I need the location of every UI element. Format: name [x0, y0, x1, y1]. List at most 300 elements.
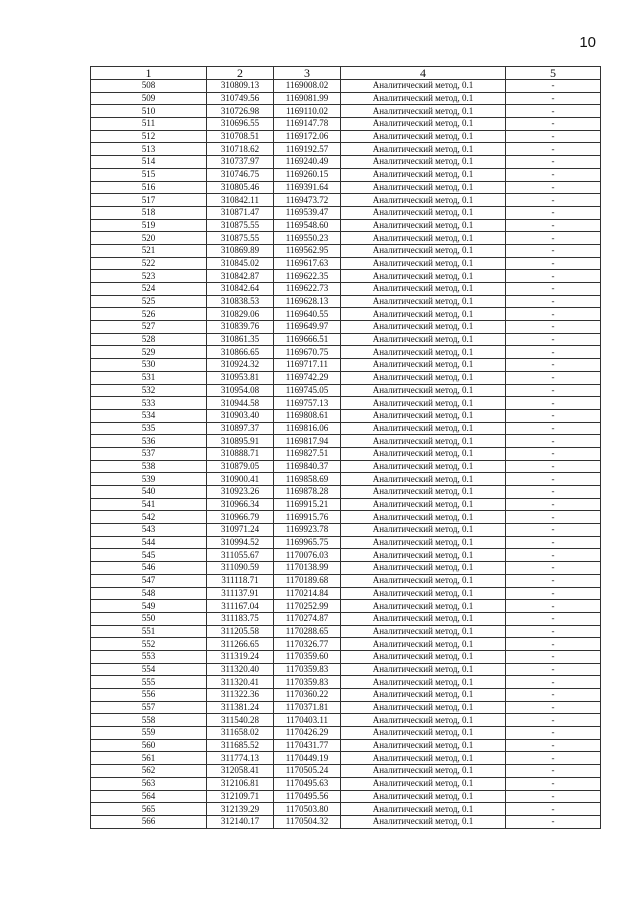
dash-cell: -	[506, 714, 601, 727]
dash-cell: -	[506, 600, 601, 613]
table-row	[91, 206, 601, 219]
table-row	[91, 397, 601, 410]
table-row	[91, 422, 601, 435]
table-row	[91, 612, 601, 625]
page-number: 10	[579, 34, 596, 51]
method-cell: Аналитический метод, 0.1	[341, 536, 506, 549]
point-number-cell: 543	[91, 524, 207, 537]
point-number-cell: 532	[91, 384, 207, 397]
method-cell: Аналитический метод, 0.1	[341, 460, 506, 473]
point-number-cell: 548	[91, 587, 207, 600]
x-coordinate-cell: 310966.79	[207, 511, 274, 524]
dash-cell: -	[506, 815, 601, 828]
dash-cell: -	[506, 562, 601, 575]
method-cell: Аналитический метод, 0.1	[341, 727, 506, 740]
dash-cell: -	[506, 346, 601, 359]
dash-cell: -	[506, 80, 601, 93]
dash-cell: -	[506, 295, 601, 308]
point-number-cell: 552	[91, 638, 207, 651]
table-row	[91, 156, 601, 169]
point-number-cell: 530	[91, 359, 207, 372]
table-row	[91, 181, 601, 194]
dash-cell: -	[506, 321, 601, 334]
point-number-cell: 528	[91, 333, 207, 346]
y-coordinate-cell: 1170214.84	[274, 587, 341, 600]
y-coordinate-cell: 1170359.60	[274, 650, 341, 663]
x-coordinate-cell: 310888.71	[207, 447, 274, 460]
table-row	[91, 80, 601, 93]
table-row	[91, 143, 601, 156]
y-coordinate-cell: 1169808.61	[274, 409, 341, 422]
dash-cell: -	[506, 752, 601, 765]
x-coordinate-cell: 310869.89	[207, 244, 274, 257]
y-coordinate-cell: 1169622.73	[274, 283, 341, 296]
x-coordinate-cell: 310726.98	[207, 105, 274, 118]
dash-cell: -	[506, 739, 601, 752]
y-coordinate-cell: 1169915.76	[274, 511, 341, 524]
y-coordinate-cell: 1169617.63	[274, 257, 341, 270]
table-row	[91, 257, 601, 270]
y-coordinate-cell: 1169827.51	[274, 447, 341, 460]
table-body	[91, 80, 601, 829]
x-coordinate-cell: 311266.65	[207, 638, 274, 651]
method-cell: Аналитический метод, 0.1	[341, 206, 506, 219]
x-coordinate-cell: 310924.32	[207, 359, 274, 372]
y-coordinate-cell: 1169192.57	[274, 143, 341, 156]
x-coordinate-cell: 310895.91	[207, 435, 274, 448]
y-coordinate-cell: 1169649.97	[274, 321, 341, 334]
method-cell: Аналитический метод, 0.1	[341, 397, 506, 410]
table-row	[91, 790, 601, 803]
dash-cell: -	[506, 270, 601, 283]
dash-cell: -	[506, 130, 601, 143]
method-cell: Аналитический метод, 0.1	[341, 333, 506, 346]
x-coordinate-cell: 310708.51	[207, 130, 274, 143]
dash-cell: -	[506, 168, 601, 181]
method-cell: Аналитический метод, 0.1	[341, 321, 506, 334]
dash-cell: -	[506, 689, 601, 702]
dash-cell: -	[506, 536, 601, 549]
point-number-cell: 529	[91, 346, 207, 359]
dash-cell: -	[506, 422, 601, 435]
method-cell: Аналитический метод, 0.1	[341, 308, 506, 321]
dash-cell: -	[506, 727, 601, 740]
table-row	[91, 105, 601, 118]
point-number-cell: 520	[91, 232, 207, 245]
point-number-cell: 513	[91, 143, 207, 156]
method-cell: Аналитический метод, 0.1	[341, 447, 506, 460]
method-cell: Аналитический метод, 0.1	[341, 638, 506, 651]
method-cell: Аналитический метод, 0.1	[341, 346, 506, 359]
point-number-cell: 531	[91, 371, 207, 384]
y-coordinate-cell: 1169717.11	[274, 359, 341, 372]
point-number-cell: 522	[91, 257, 207, 270]
method-cell: Аналитический метод, 0.1	[341, 181, 506, 194]
x-coordinate-cell: 310861.35	[207, 333, 274, 346]
x-coordinate-cell: 311183.75	[207, 612, 274, 625]
dash-cell: -	[506, 790, 601, 803]
method-cell: Аналитический метод, 0.1	[341, 232, 506, 245]
dash-cell: -	[506, 283, 601, 296]
y-coordinate-cell: 1170274.87	[274, 612, 341, 625]
table-row	[91, 194, 601, 207]
method-cell: Аналитический метод, 0.1	[341, 384, 506, 397]
table-row	[91, 600, 601, 613]
y-coordinate-cell: 1169260.15	[274, 168, 341, 181]
y-coordinate-cell: 1170495.63	[274, 777, 341, 790]
table-row	[91, 283, 601, 296]
x-coordinate-cell: 310871.47	[207, 206, 274, 219]
point-number-cell: 562	[91, 765, 207, 778]
x-coordinate-cell: 311118.71	[207, 574, 274, 587]
table-row	[91, 359, 601, 372]
x-coordinate-cell: 310994.52	[207, 536, 274, 549]
y-coordinate-cell: 1169548.60	[274, 219, 341, 232]
x-coordinate-cell: 311685.52	[207, 739, 274, 752]
dash-cell: -	[506, 803, 601, 816]
method-cell: Аналитический метод, 0.1	[341, 422, 506, 435]
table-row	[91, 346, 601, 359]
y-coordinate-cell: 1170326.77	[274, 638, 341, 651]
point-number-cell: 547	[91, 574, 207, 587]
dash-cell: -	[506, 650, 601, 663]
y-coordinate-cell: 1170426.29	[274, 727, 341, 740]
point-number-cell: 559	[91, 727, 207, 740]
point-number-cell: 560	[91, 739, 207, 752]
table-row	[91, 486, 601, 499]
y-coordinate-cell: 1169008.02	[274, 80, 341, 93]
y-coordinate-cell: 1169562.95	[274, 244, 341, 257]
method-cell: Аналитический метод, 0.1	[341, 118, 506, 131]
method-cell: Аналитический метод, 0.1	[341, 625, 506, 638]
table-row	[91, 498, 601, 511]
method-cell: Аналитический метод, 0.1	[341, 486, 506, 499]
x-coordinate-cell: 310897.37	[207, 422, 274, 435]
dash-cell: -	[506, 92, 601, 105]
y-coordinate-cell: 1170403.11	[274, 714, 341, 727]
dash-cell: -	[506, 143, 601, 156]
method-cell: Аналитический метод, 0.1	[341, 663, 506, 676]
y-coordinate-cell: 1169915.21	[274, 498, 341, 511]
method-cell: Аналитический метод, 0.1	[341, 92, 506, 105]
method-cell: Аналитический метод, 0.1	[341, 587, 506, 600]
method-cell: Аналитический метод, 0.1	[341, 244, 506, 257]
method-cell: Аналитический метод, 0.1	[341, 714, 506, 727]
x-coordinate-cell: 311090.59	[207, 562, 274, 575]
dash-cell: -	[506, 194, 601, 207]
point-number-cell: 535	[91, 422, 207, 435]
x-coordinate-cell: 311319.24	[207, 650, 274, 663]
dash-cell: -	[506, 206, 601, 219]
point-number-cell: 538	[91, 460, 207, 473]
point-number-cell: 565	[91, 803, 207, 816]
x-coordinate-cell: 312139.29	[207, 803, 274, 816]
dash-cell: -	[506, 638, 601, 651]
point-number-cell: 512	[91, 130, 207, 143]
dash-cell: -	[506, 524, 601, 537]
dash-cell: -	[506, 574, 601, 587]
x-coordinate-cell: 311658.02	[207, 727, 274, 740]
dash-cell: -	[506, 359, 601, 372]
method-cell: Аналитический метод, 0.1	[341, 435, 506, 448]
x-coordinate-cell: 310842.11	[207, 194, 274, 207]
y-coordinate-cell: 1170505.24	[274, 765, 341, 778]
point-number-cell: 556	[91, 689, 207, 702]
point-number-cell: 527	[91, 321, 207, 334]
point-number-cell: 524	[91, 283, 207, 296]
dash-cell: -	[506, 498, 601, 511]
method-cell: Аналитический метод, 0.1	[341, 574, 506, 587]
dash-cell: -	[506, 701, 601, 714]
table-row	[91, 473, 601, 486]
table-row	[91, 638, 601, 651]
point-number-cell: 516	[91, 181, 207, 194]
column-header-4: 4	[341, 67, 506, 80]
x-coordinate-cell: 310879.05	[207, 460, 274, 473]
point-number-cell: 561	[91, 752, 207, 765]
x-coordinate-cell: 311540.28	[207, 714, 274, 727]
point-number-cell: 539	[91, 473, 207, 486]
dash-cell: -	[506, 511, 601, 524]
x-coordinate-cell: 310944.58	[207, 397, 274, 410]
dash-cell: -	[506, 409, 601, 422]
x-coordinate-cell: 310903.40	[207, 409, 274, 422]
x-coordinate-cell: 310838.53	[207, 295, 274, 308]
y-coordinate-cell: 1169172.06	[274, 130, 341, 143]
column-header-2: 2	[207, 67, 274, 80]
dash-cell: -	[506, 105, 601, 118]
point-number-cell: 526	[91, 308, 207, 321]
dash-cell: -	[506, 587, 601, 600]
x-coordinate-cell: 310866.65	[207, 346, 274, 359]
table-row	[91, 219, 601, 232]
y-coordinate-cell: 1169240.49	[274, 156, 341, 169]
table-row	[91, 118, 601, 131]
y-coordinate-cell: 1169473.72	[274, 194, 341, 207]
x-coordinate-cell: 310875.55	[207, 219, 274, 232]
method-cell: Аналитический метод, 0.1	[341, 562, 506, 575]
dash-cell: -	[506, 371, 601, 384]
x-coordinate-cell: 312109.71	[207, 790, 274, 803]
column-header-5: 5	[506, 67, 601, 80]
method-cell: Аналитический метод, 0.1	[341, 739, 506, 752]
table-row	[91, 384, 601, 397]
x-coordinate-cell: 310746.75	[207, 168, 274, 181]
dash-cell: -	[506, 625, 601, 638]
point-number-cell: 558	[91, 714, 207, 727]
dash-cell: -	[506, 460, 601, 473]
y-coordinate-cell: 1169081.99	[274, 92, 341, 105]
x-coordinate-cell: 310737.97	[207, 156, 274, 169]
method-cell: Аналитический метод, 0.1	[341, 295, 506, 308]
method-cell: Аналитический метод, 0.1	[341, 219, 506, 232]
method-cell: Аналитический метод, 0.1	[341, 752, 506, 765]
x-coordinate-cell: 311320.40	[207, 663, 274, 676]
x-coordinate-cell: 310696.55	[207, 118, 274, 131]
table-row	[91, 650, 601, 663]
x-coordinate-cell: 312140.17	[207, 815, 274, 828]
dash-cell: -	[506, 181, 601, 194]
y-coordinate-cell: 1169622.35	[274, 270, 341, 283]
table-row	[91, 752, 601, 765]
method-cell: Аналитический метод, 0.1	[341, 815, 506, 828]
point-number-cell: 514	[91, 156, 207, 169]
point-number-cell: 550	[91, 612, 207, 625]
x-coordinate-cell: 311381.24	[207, 701, 274, 714]
y-coordinate-cell: 1170504.32	[274, 815, 341, 828]
table-row	[91, 447, 601, 460]
table-row	[91, 308, 601, 321]
method-cell: Аналитический метод, 0.1	[341, 194, 506, 207]
table-row	[91, 625, 601, 638]
point-number-cell: 566	[91, 815, 207, 828]
y-coordinate-cell: 1170371.81	[274, 701, 341, 714]
table-row	[91, 409, 601, 422]
point-number-cell: 554	[91, 663, 207, 676]
x-coordinate-cell: 311322.36	[207, 689, 274, 702]
x-coordinate-cell: 310839.76	[207, 321, 274, 334]
x-coordinate-cell: 310829.06	[207, 308, 274, 321]
x-coordinate-cell: 311137.91	[207, 587, 274, 600]
table-row	[91, 321, 601, 334]
column-header-3: 3	[274, 67, 341, 80]
table-row	[91, 130, 601, 143]
y-coordinate-cell: 1170431.77	[274, 739, 341, 752]
point-number-cell: 564	[91, 790, 207, 803]
dash-cell: -	[506, 232, 601, 245]
method-cell: Аналитический метод, 0.1	[341, 270, 506, 283]
x-coordinate-cell: 310953.81	[207, 371, 274, 384]
x-coordinate-cell: 311774.13	[207, 752, 274, 765]
point-number-cell: 542	[91, 511, 207, 524]
dash-cell: -	[506, 384, 601, 397]
y-coordinate-cell: 1169840.37	[274, 460, 341, 473]
table-row	[91, 727, 601, 740]
method-cell: Аналитический метод, 0.1	[341, 777, 506, 790]
y-coordinate-cell: 1170449.19	[274, 752, 341, 765]
dash-cell: -	[506, 397, 601, 410]
point-number-cell: 517	[91, 194, 207, 207]
x-coordinate-cell: 310971.24	[207, 524, 274, 537]
table-row	[91, 777, 601, 790]
table-row	[91, 460, 601, 473]
point-number-cell: 541	[91, 498, 207, 511]
dash-cell: -	[506, 663, 601, 676]
x-coordinate-cell: 311167.04	[207, 600, 274, 613]
y-coordinate-cell: 1169817.94	[274, 435, 341, 448]
method-cell: Аналитический метод, 0.1	[341, 701, 506, 714]
method-cell: Аналитический метод, 0.1	[341, 257, 506, 270]
dash-cell: -	[506, 486, 601, 499]
dash-cell: -	[506, 156, 601, 169]
point-number-cell: 557	[91, 701, 207, 714]
y-coordinate-cell: 1169391.64	[274, 181, 341, 194]
method-cell: Аналитический метод, 0.1	[341, 511, 506, 524]
point-number-cell: 545	[91, 549, 207, 562]
x-coordinate-cell: 310718.62	[207, 143, 274, 156]
table-row	[91, 435, 601, 448]
table-header-row	[91, 67, 601, 80]
point-number-cell: 525	[91, 295, 207, 308]
table-row	[91, 244, 601, 257]
method-cell: Аналитический метод, 0.1	[341, 80, 506, 93]
x-coordinate-cell: 310842.64	[207, 283, 274, 296]
method-cell: Аналитический метод, 0.1	[341, 765, 506, 778]
table-row	[91, 92, 601, 105]
dash-cell: -	[506, 118, 601, 131]
table-row	[91, 371, 601, 384]
y-coordinate-cell: 1170495.56	[274, 790, 341, 803]
dash-cell: -	[506, 777, 601, 790]
method-cell: Аналитический метод, 0.1	[341, 371, 506, 384]
y-coordinate-cell: 1169858.69	[274, 473, 341, 486]
table-row	[91, 701, 601, 714]
point-number-cell: 510	[91, 105, 207, 118]
dash-cell: -	[506, 549, 601, 562]
x-coordinate-cell: 310900.41	[207, 473, 274, 486]
method-cell: Аналитический метод, 0.1	[341, 105, 506, 118]
table-row	[91, 511, 601, 524]
table-row	[91, 765, 601, 778]
table-row	[91, 549, 601, 562]
y-coordinate-cell: 1169666.51	[274, 333, 341, 346]
y-coordinate-cell: 1169628.13	[274, 295, 341, 308]
y-coordinate-cell: 1169147.78	[274, 118, 341, 131]
table-row	[91, 689, 601, 702]
dash-cell: -	[506, 333, 601, 346]
table-row	[91, 739, 601, 752]
method-cell: Аналитический метод, 0.1	[341, 473, 506, 486]
method-cell: Аналитический метод, 0.1	[341, 676, 506, 689]
point-number-cell: 509	[91, 92, 207, 105]
point-number-cell: 540	[91, 486, 207, 499]
dash-cell: -	[506, 473, 601, 486]
y-coordinate-cell: 1169923.78	[274, 524, 341, 537]
x-coordinate-cell: 310749.56	[207, 92, 274, 105]
point-number-cell: 537	[91, 447, 207, 460]
method-cell: Аналитический метод, 0.1	[341, 156, 506, 169]
table-row	[91, 524, 601, 537]
dash-cell: -	[506, 308, 601, 321]
table-row	[91, 536, 601, 549]
method-cell: Аналитический метод, 0.1	[341, 143, 506, 156]
dash-cell: -	[506, 244, 601, 257]
table-row	[91, 574, 601, 587]
point-number-cell: 551	[91, 625, 207, 638]
y-coordinate-cell: 1170252.99	[274, 600, 341, 613]
x-coordinate-cell: 310845.02	[207, 257, 274, 270]
method-cell: Аналитический метод, 0.1	[341, 409, 506, 422]
point-number-cell: 511	[91, 118, 207, 131]
coordinates-table	[90, 66, 601, 829]
point-number-cell: 523	[91, 270, 207, 283]
column-header-1: 1	[91, 67, 207, 80]
point-number-cell: 519	[91, 219, 207, 232]
x-coordinate-cell: 310809.13	[207, 80, 274, 93]
y-coordinate-cell: 1169550.23	[274, 232, 341, 245]
method-cell: Аналитический метод, 0.1	[341, 359, 506, 372]
method-cell: Аналитический метод, 0.1	[341, 549, 506, 562]
dash-cell: -	[506, 765, 601, 778]
dash-cell: -	[506, 612, 601, 625]
x-coordinate-cell: 310954.08	[207, 384, 274, 397]
y-coordinate-cell: 1170503.80	[274, 803, 341, 816]
table-row	[91, 232, 601, 245]
point-number-cell: 563	[91, 777, 207, 790]
point-number-cell: 549	[91, 600, 207, 613]
x-coordinate-cell: 310805.46	[207, 181, 274, 194]
point-number-cell: 515	[91, 168, 207, 181]
